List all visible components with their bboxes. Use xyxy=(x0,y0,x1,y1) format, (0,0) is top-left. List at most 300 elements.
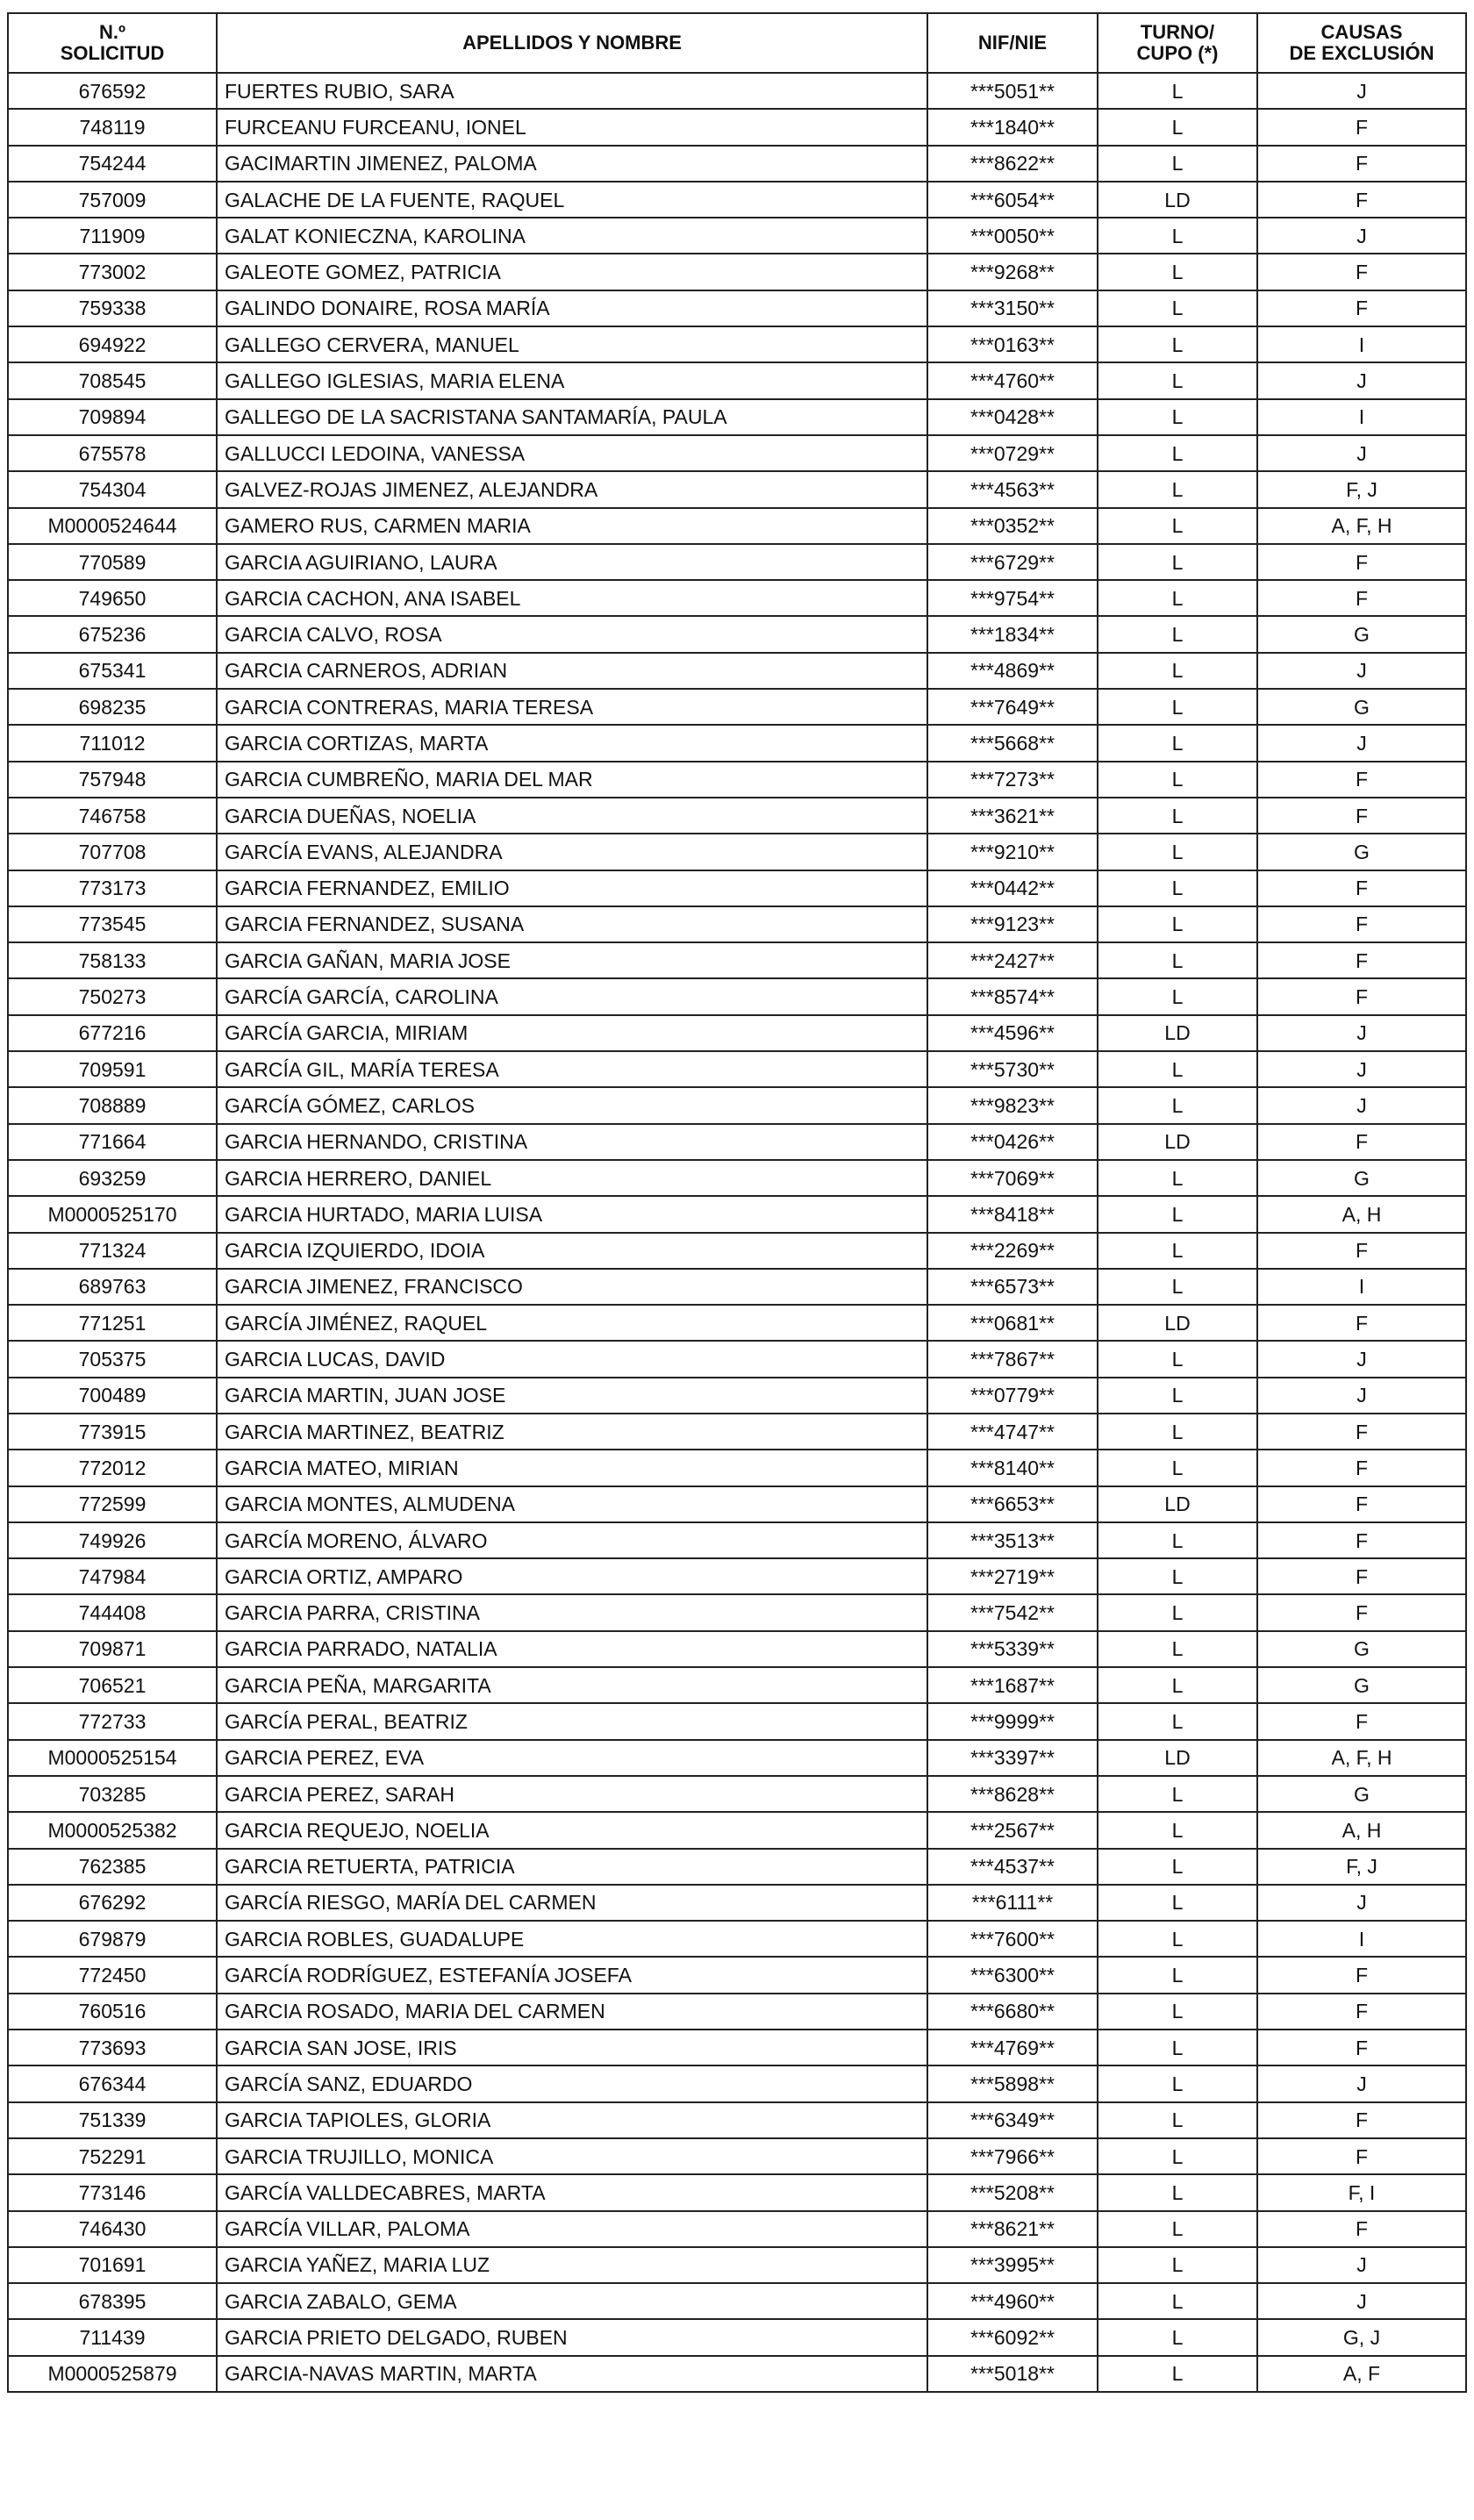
header-nif: NIF/NIE xyxy=(927,13,1098,73)
cell-nif: ***3621** xyxy=(927,798,1098,834)
cell-causas: J xyxy=(1257,725,1466,761)
cell-nif: ***3513** xyxy=(927,1522,1098,1558)
table-row xyxy=(8,362,1466,398)
cell-turno: L xyxy=(1098,435,1257,471)
cell-causas: F xyxy=(1257,798,1466,834)
cell-nif: ***4596** xyxy=(927,1015,1098,1051)
cell-causas: F xyxy=(1257,1233,1466,1269)
cell-turno: LD xyxy=(1098,1740,1257,1776)
cell-name: GARCIA HURTADO, MARIA LUISA xyxy=(217,1196,927,1232)
cell-name: GALEOTE GOMEZ, PATRICIA xyxy=(217,254,927,290)
cell-nif: ***4960** xyxy=(927,2283,1098,2319)
cell-turno: L xyxy=(1098,2356,1257,2392)
cell-turno: L xyxy=(1098,1776,1257,1812)
cell-causas: J xyxy=(1257,1341,1466,1377)
cell-nif: ***4760** xyxy=(927,362,1098,398)
cell-causas: J xyxy=(1257,362,1466,398)
table-body xyxy=(8,73,1466,2392)
cell-turno: L xyxy=(1098,834,1257,870)
cell-nif: ***5018** xyxy=(927,2356,1098,2392)
table-row xyxy=(8,1087,1466,1123)
cell-turno: L xyxy=(1098,1558,1257,1594)
cell-name: GARCIA JIMENEZ, FRANCISCO xyxy=(217,1269,927,1305)
table-row xyxy=(8,1667,1466,1703)
table-row xyxy=(8,1124,1466,1160)
cell-turno: L xyxy=(1098,906,1257,942)
cell-name: GARCIA MONTES, ALMUDENA xyxy=(217,1486,927,1522)
cell-causas: F xyxy=(1257,290,1466,326)
cell-name: GARCIA MARTINEZ, BEATRIZ xyxy=(217,1414,927,1450)
cell-causas: J xyxy=(1257,2247,1466,2283)
cell-causas: A, H xyxy=(1257,1196,1466,1232)
cell-turno: L xyxy=(1098,2211,1257,2247)
cell-causas: F xyxy=(1257,870,1466,906)
table-row xyxy=(8,109,1466,145)
cell-nif: ***8140** xyxy=(927,1450,1098,1486)
cell-causas: J xyxy=(1257,2065,1466,2101)
table-row xyxy=(8,1269,1466,1305)
cell-solicitud: 694922 xyxy=(8,326,217,362)
cell-causas: G xyxy=(1257,689,1466,725)
cell-solicitud: 754304 xyxy=(8,471,217,507)
table-row xyxy=(8,1196,1466,1232)
cell-name: GARCIA PARRADO, NATALIA xyxy=(217,1631,927,1667)
cell-causas: G xyxy=(1257,1160,1466,1196)
cell-solicitud: M0000525170 xyxy=(8,1196,217,1232)
cell-solicitud: 700489 xyxy=(8,1378,217,1414)
table-row xyxy=(8,1812,1466,1848)
cell-name: GARCIA CONTRERAS, MARIA TERESA xyxy=(217,689,927,725)
header-turno-line1: TURNO/ xyxy=(1140,21,1215,43)
cell-nif: ***6653** xyxy=(927,1486,1098,1522)
cell-causas: J xyxy=(1257,2283,1466,2319)
cell-causas: J xyxy=(1257,1015,1466,1051)
cell-solicitud: 746758 xyxy=(8,798,217,834)
cell-causas: J xyxy=(1257,1051,1466,1087)
cell-turno: LD xyxy=(1098,1015,1257,1051)
cell-causas: F, J xyxy=(1257,471,1466,507)
cell-turno: L xyxy=(1098,580,1257,616)
cell-causas: F xyxy=(1257,762,1466,798)
cell-solicitud: 773173 xyxy=(8,870,217,906)
cell-name: GARCIA CORTIZAS, MARTA xyxy=(217,725,927,761)
cell-nif: ***3995** xyxy=(927,2247,1098,2283)
cell-causas: F xyxy=(1257,1305,1466,1341)
cell-name: GARCIA MARTIN, JUAN JOSE xyxy=(217,1378,927,1414)
cell-turno: LD xyxy=(1098,1305,1257,1341)
cell-nif: ***5668** xyxy=(927,725,1098,761)
cell-nif: ***2567** xyxy=(927,1812,1098,1848)
cell-solicitud: 772599 xyxy=(8,1486,217,1522)
cell-solicitud: 757009 xyxy=(8,182,217,218)
table-row xyxy=(8,1631,1466,1667)
cell-solicitud: 773545 xyxy=(8,906,217,942)
cell-turno: L xyxy=(1098,762,1257,798)
cell-turno: L xyxy=(1098,1522,1257,1558)
cell-solicitud: 773002 xyxy=(8,254,217,290)
header-solicitud-line2: SOLICITUD xyxy=(60,42,165,64)
cell-nif: ***4869** xyxy=(927,653,1098,689)
table-row xyxy=(8,254,1466,290)
table-row xyxy=(8,544,1466,580)
table-row xyxy=(8,1994,1466,2030)
header-row xyxy=(8,13,1466,73)
cell-turno: L xyxy=(1098,109,1257,145)
cell-name: GARCÍA SANZ, EDUARDO xyxy=(217,2065,927,2101)
cell-name: GALLEGO DE LA SACRISTANA SANTAMARÍA, PAULA xyxy=(217,399,927,435)
cell-solicitud: 771324 xyxy=(8,1233,217,1269)
cell-turno: L xyxy=(1098,1087,1257,1123)
cell-nif: ***0681** xyxy=(927,1305,1098,1341)
table-row xyxy=(8,1450,1466,1486)
cell-causas: F xyxy=(1257,2138,1466,2174)
cell-name: GARCÍA GARCIA, MIRIAM xyxy=(217,1015,927,1051)
header-causas-line1: CAUSAS xyxy=(1320,21,1403,43)
cell-name: GARCIA ROSADO, MARIA DEL CARMEN xyxy=(217,1994,927,2030)
cell-name: GARCIA PEÑA, MARGARITA xyxy=(217,1667,927,1703)
cell-solicitud: 678395 xyxy=(8,2283,217,2319)
cell-solicitud: 711012 xyxy=(8,725,217,761)
cell-solicitud: 676344 xyxy=(8,2065,217,2101)
table-row xyxy=(8,2065,1466,2101)
cell-name: GARCIA HERNANDO, CRISTINA xyxy=(217,1124,927,1160)
cell-solicitud: M0000524644 xyxy=(8,508,217,544)
cell-nif: ***9123** xyxy=(927,906,1098,942)
cell-nif: ***9754** xyxy=(927,580,1098,616)
cell-causas: J xyxy=(1257,218,1466,254)
cell-turno: L xyxy=(1098,798,1257,834)
cell-causas: F xyxy=(1257,2030,1466,2065)
cell-solicitud: 709894 xyxy=(8,399,217,435)
cell-nif: ***7966** xyxy=(927,2138,1098,2174)
table-row xyxy=(8,1776,1466,1812)
cell-nif: ***5208** xyxy=(927,2174,1098,2210)
cell-nif: ***6300** xyxy=(927,1957,1098,1993)
table-row xyxy=(8,1522,1466,1558)
table-row xyxy=(8,2102,1466,2138)
cell-causas: A, F, H xyxy=(1257,508,1466,544)
cell-solicitud: 750273 xyxy=(8,978,217,1014)
cell-nif: ***3150** xyxy=(927,290,1098,326)
cell-name: GARCIA TRUJILLO, MONICA xyxy=(217,2138,927,2174)
cell-solicitud: 759338 xyxy=(8,290,217,326)
cell-causas: F xyxy=(1257,580,1466,616)
table-header xyxy=(8,13,1466,73)
cell-nif: ***1840** xyxy=(927,109,1098,145)
cell-turno: L xyxy=(1098,471,1257,507)
cell-causas: F xyxy=(1257,1703,1466,1739)
cell-name: GACIMARTIN JIMENEZ, PALOMA xyxy=(217,146,927,182)
table-row xyxy=(8,1849,1466,1885)
cell-name: GARCIA GAÑAN, MARIA JOSE xyxy=(217,942,927,978)
cell-nif: ***0426** xyxy=(927,1124,1098,1160)
cell-nif: ***1834** xyxy=(927,616,1098,652)
cell-causas: J xyxy=(1257,653,1466,689)
cell-nif: ***2427** xyxy=(927,942,1098,978)
cell-turno: L xyxy=(1098,870,1257,906)
cell-solicitud: 711909 xyxy=(8,218,217,254)
header-turno xyxy=(1098,13,1257,73)
cell-turno: L xyxy=(1098,942,1257,978)
cell-solicitud: 748119 xyxy=(8,109,217,145)
cell-name: GAMERO RUS, CARMEN MARIA xyxy=(217,508,927,544)
header-solicitud xyxy=(8,13,217,73)
cell-nif: ***7542** xyxy=(927,1594,1098,1630)
cell-name: GARCIA REQUEJO, NOELIA xyxy=(217,1812,927,1848)
cell-causas: J xyxy=(1257,1885,1466,1921)
cell-turno: L xyxy=(1098,616,1257,652)
cell-name: GARCÍA GÓMEZ, CARLOS xyxy=(217,1087,927,1123)
cell-nif: ***7867** xyxy=(927,1341,1098,1377)
table-row xyxy=(8,1558,1466,1594)
cell-causas: F xyxy=(1257,109,1466,145)
cell-causas: J xyxy=(1257,73,1466,109)
table-row xyxy=(8,942,1466,978)
cell-turno: L xyxy=(1098,653,1257,689)
cell-name: GALINDO DONAIRE, ROSA MARÍA xyxy=(217,290,927,326)
cell-nif: ***7600** xyxy=(927,1921,1098,1957)
cell-name: GALVEZ-ROJAS JIMENEZ, ALEJANDRA xyxy=(217,471,927,507)
table-row xyxy=(8,653,1466,689)
cell-name: GARCIA CALVO, ROSA xyxy=(217,616,927,652)
cell-causas: A, F xyxy=(1257,2356,1466,2392)
cell-turno: L xyxy=(1098,1414,1257,1450)
cell-solicitud: 749926 xyxy=(8,1522,217,1558)
table-row xyxy=(8,2283,1466,2319)
cell-turno: L xyxy=(1098,2247,1257,2283)
cell-name: GARCÍA JIMÉNEZ, RAQUEL xyxy=(217,1305,927,1341)
cell-causas: A, H xyxy=(1257,1812,1466,1848)
cell-nif: ***7069** xyxy=(927,1160,1098,1196)
cell-causas: F xyxy=(1257,1994,1466,2030)
table-row xyxy=(8,1305,1466,1341)
table-row xyxy=(8,2138,1466,2174)
cell-name: GALLEGO IGLESIAS, MARIA ELENA xyxy=(217,362,927,398)
cell-turno: L xyxy=(1098,1885,1257,1921)
cell-causas: F xyxy=(1257,182,1466,218)
cell-turno: L xyxy=(1098,1812,1257,1848)
cell-nif: ***9210** xyxy=(927,834,1098,870)
cell-solicitud: 705375 xyxy=(8,1341,217,1377)
cell-turno: L xyxy=(1098,290,1257,326)
cell-turno: L xyxy=(1098,2174,1257,2210)
cell-name: GARCIA TAPIOLES, GLORIA xyxy=(217,2102,927,2138)
cell-name: GARCIA ORTIZ, AMPARO xyxy=(217,1558,927,1594)
cell-causas: G, J xyxy=(1257,2319,1466,2355)
cell-solicitud: 770589 xyxy=(8,544,217,580)
header-causas xyxy=(1257,13,1466,73)
cell-solicitud: 773915 xyxy=(8,1414,217,1450)
cell-nif: ***6680** xyxy=(927,1994,1098,2030)
cell-causas: F xyxy=(1257,2102,1466,2138)
cell-turno: L xyxy=(1098,2065,1257,2101)
cell-turno: L xyxy=(1098,73,1257,109)
cell-causas: F xyxy=(1257,254,1466,290)
table-row xyxy=(8,1740,1466,1776)
cell-name: GARCIA CARNEROS, ADRIAN xyxy=(217,653,927,689)
cell-causas: F xyxy=(1257,1124,1466,1160)
cell-name: GARCIA FERNANDEZ, SUSANA xyxy=(217,906,927,942)
cell-turno: L xyxy=(1098,254,1257,290)
cell-solicitud: 760516 xyxy=(8,1994,217,2030)
cell-nif: ***4537** xyxy=(927,1849,1098,1885)
table-row xyxy=(8,762,1466,798)
cell-name: GARCIA ROBLES, GUADALUPE xyxy=(217,1921,927,1957)
cell-causas: F xyxy=(1257,942,1466,978)
cell-name: GALLUCCI LEDOINA, VANESSA xyxy=(217,435,927,471)
cell-causas: F xyxy=(1257,1486,1466,1522)
cell-turno: L xyxy=(1098,508,1257,544)
cell-turno: L xyxy=(1098,1957,1257,1993)
table-row xyxy=(8,1233,1466,1269)
cell-turno: L xyxy=(1098,218,1257,254)
cell-nif: ***0352** xyxy=(927,508,1098,544)
cell-turno: L xyxy=(1098,2319,1257,2355)
cell-nif: ***0729** xyxy=(927,435,1098,471)
table-row xyxy=(8,1957,1466,1993)
cell-name: GARCÍA RIESGO, MARÍA DEL CARMEN xyxy=(217,1885,927,1921)
cell-solicitud: 698235 xyxy=(8,689,217,725)
table-row xyxy=(8,435,1466,471)
cell-causas: I xyxy=(1257,326,1466,362)
cell-nif: ***3397** xyxy=(927,1740,1098,1776)
cell-turno: L xyxy=(1098,1631,1257,1667)
cell-causas: I xyxy=(1257,1921,1466,1957)
table-row xyxy=(8,508,1466,544)
table-row xyxy=(8,1921,1466,1957)
cell-causas: J xyxy=(1257,1087,1466,1123)
cell-solicitud: 772012 xyxy=(8,1450,217,1486)
cell-name: GALACHE DE LA FUENTE, RAQUEL xyxy=(217,182,927,218)
table-row xyxy=(8,1378,1466,1414)
cell-turno: L xyxy=(1098,399,1257,435)
cell-name: GARCIA DUEÑAS, NOELIA xyxy=(217,798,927,834)
cell-solicitud: 706521 xyxy=(8,1667,217,1703)
cell-name: GARCIA FERNANDEZ, EMILIO xyxy=(217,870,927,906)
cell-causas: F xyxy=(1257,1594,1466,1630)
cell-name: GARCIA IZQUIERDO, IDOIA xyxy=(217,1233,927,1269)
cell-nif: ***5730** xyxy=(927,1051,1098,1087)
cell-name: GARCIA CUMBREÑO, MARIA DEL MAR xyxy=(217,762,927,798)
cell-name: GARCIA PRIETO DELGADO, RUBEN xyxy=(217,2319,927,2355)
cell-turno: L xyxy=(1098,1378,1257,1414)
cell-nif: ***4563** xyxy=(927,471,1098,507)
cell-nif: ***0779** xyxy=(927,1378,1098,1414)
table-row xyxy=(8,870,1466,906)
header-name: APELLIDOS Y NOMBRE xyxy=(217,13,927,73)
cell-solicitud: 708889 xyxy=(8,1087,217,1123)
cell-nif: ***8628** xyxy=(927,1776,1098,1812)
cell-nif: ***8418** xyxy=(927,1196,1098,1232)
cell-turno: LD xyxy=(1098,182,1257,218)
cell-turno: L xyxy=(1098,1450,1257,1486)
header-turno-line2: CUPO (*) xyxy=(1136,42,1219,64)
cell-causas: G xyxy=(1257,616,1466,652)
cell-turno: L xyxy=(1098,1196,1257,1232)
table-row xyxy=(8,2030,1466,2065)
table-row xyxy=(8,218,1466,254)
cell-turno: L xyxy=(1098,1849,1257,1885)
cell-name: GARCÍA VALLDECABRES, MARTA xyxy=(217,2174,927,2210)
table-row xyxy=(8,2211,1466,2247)
cell-turno: L xyxy=(1098,1994,1257,2030)
cell-nif: ***0050** xyxy=(927,218,1098,254)
cell-solicitud: 749650 xyxy=(8,580,217,616)
cell-causas: F xyxy=(1257,1450,1466,1486)
cell-solicitud: 773146 xyxy=(8,2174,217,2210)
cell-causas: F, J xyxy=(1257,1849,1466,1885)
cell-solicitud: 751339 xyxy=(8,2102,217,2138)
cell-turno: L xyxy=(1098,689,1257,725)
cell-solicitud: 762385 xyxy=(8,1849,217,1885)
cell-nif: ***9268** xyxy=(927,254,1098,290)
table-row xyxy=(8,906,1466,942)
cell-solicitud: 744408 xyxy=(8,1594,217,1630)
table-row xyxy=(8,471,1466,507)
cell-turno: L xyxy=(1098,978,1257,1014)
cell-nif: ***8621** xyxy=(927,2211,1098,2247)
cell-solicitud: 771251 xyxy=(8,1305,217,1341)
cell-name: GARCIA HERRERO, DANIEL xyxy=(217,1160,927,1196)
table-row xyxy=(8,326,1466,362)
cell-turno: L xyxy=(1098,1921,1257,1957)
cell-solicitud: 689763 xyxy=(8,1269,217,1305)
table-row xyxy=(8,1594,1466,1630)
cell-nif: ***0442** xyxy=(927,870,1098,906)
cell-nif: ***6092** xyxy=(927,2319,1098,2355)
cell-nif: ***6111** xyxy=(927,1885,1098,1921)
cell-turno: LD xyxy=(1098,1124,1257,1160)
table-row xyxy=(8,978,1466,1014)
cell-nif: ***7273** xyxy=(927,762,1098,798)
cell-name: GARCÍA MORENO, ÁLVARO xyxy=(217,1522,927,1558)
cell-causas: F xyxy=(1257,978,1466,1014)
cell-causas: I xyxy=(1257,1269,1466,1305)
cell-causas: F xyxy=(1257,146,1466,182)
cell-nif: ***9999** xyxy=(927,1703,1098,1739)
cell-name: FURCEANU FURCEANU, IONEL xyxy=(217,109,927,145)
cell-nif: ***6729** xyxy=(927,544,1098,580)
cell-solicitud: 746430 xyxy=(8,2211,217,2247)
cell-causas: G xyxy=(1257,1667,1466,1703)
table-row xyxy=(8,182,1466,218)
cell-solicitud: 758133 xyxy=(8,942,217,978)
table-row xyxy=(8,1160,1466,1196)
cell-solicitud: 675578 xyxy=(8,435,217,471)
table-row xyxy=(8,616,1466,652)
table-row xyxy=(8,1015,1466,1051)
table-row xyxy=(8,399,1466,435)
cell-name: GARCÍA RODRÍGUEZ, ESTEFANÍA JOSEFA xyxy=(217,1957,927,1993)
cell-name: GARCIA ZABALO, GEMA xyxy=(217,2283,927,2319)
table-row xyxy=(8,1414,1466,1450)
cell-name: GARCIA LUCAS, DAVID xyxy=(217,1341,927,1377)
table-row xyxy=(8,1486,1466,1522)
cell-name: GALLEGO CERVERA, MANUEL xyxy=(217,326,927,362)
cell-solicitud: M0000525879 xyxy=(8,2356,217,2392)
cell-nif: ***9823** xyxy=(927,1087,1098,1123)
cell-nif: ***1687** xyxy=(927,1667,1098,1703)
cell-name: GARCIA AGUIRIANO, LAURA xyxy=(217,544,927,580)
cell-turno: L xyxy=(1098,326,1257,362)
cell-solicitud: 772450 xyxy=(8,1957,217,1993)
cell-solicitud: 757948 xyxy=(8,762,217,798)
cell-causas: F xyxy=(1257,1414,1466,1450)
cell-turno: L xyxy=(1098,1051,1257,1087)
cell-solicitud: 676592 xyxy=(8,73,217,109)
cell-name: GARCIA PEREZ, EVA xyxy=(217,1740,927,1776)
cell-causas: G xyxy=(1257,1631,1466,1667)
